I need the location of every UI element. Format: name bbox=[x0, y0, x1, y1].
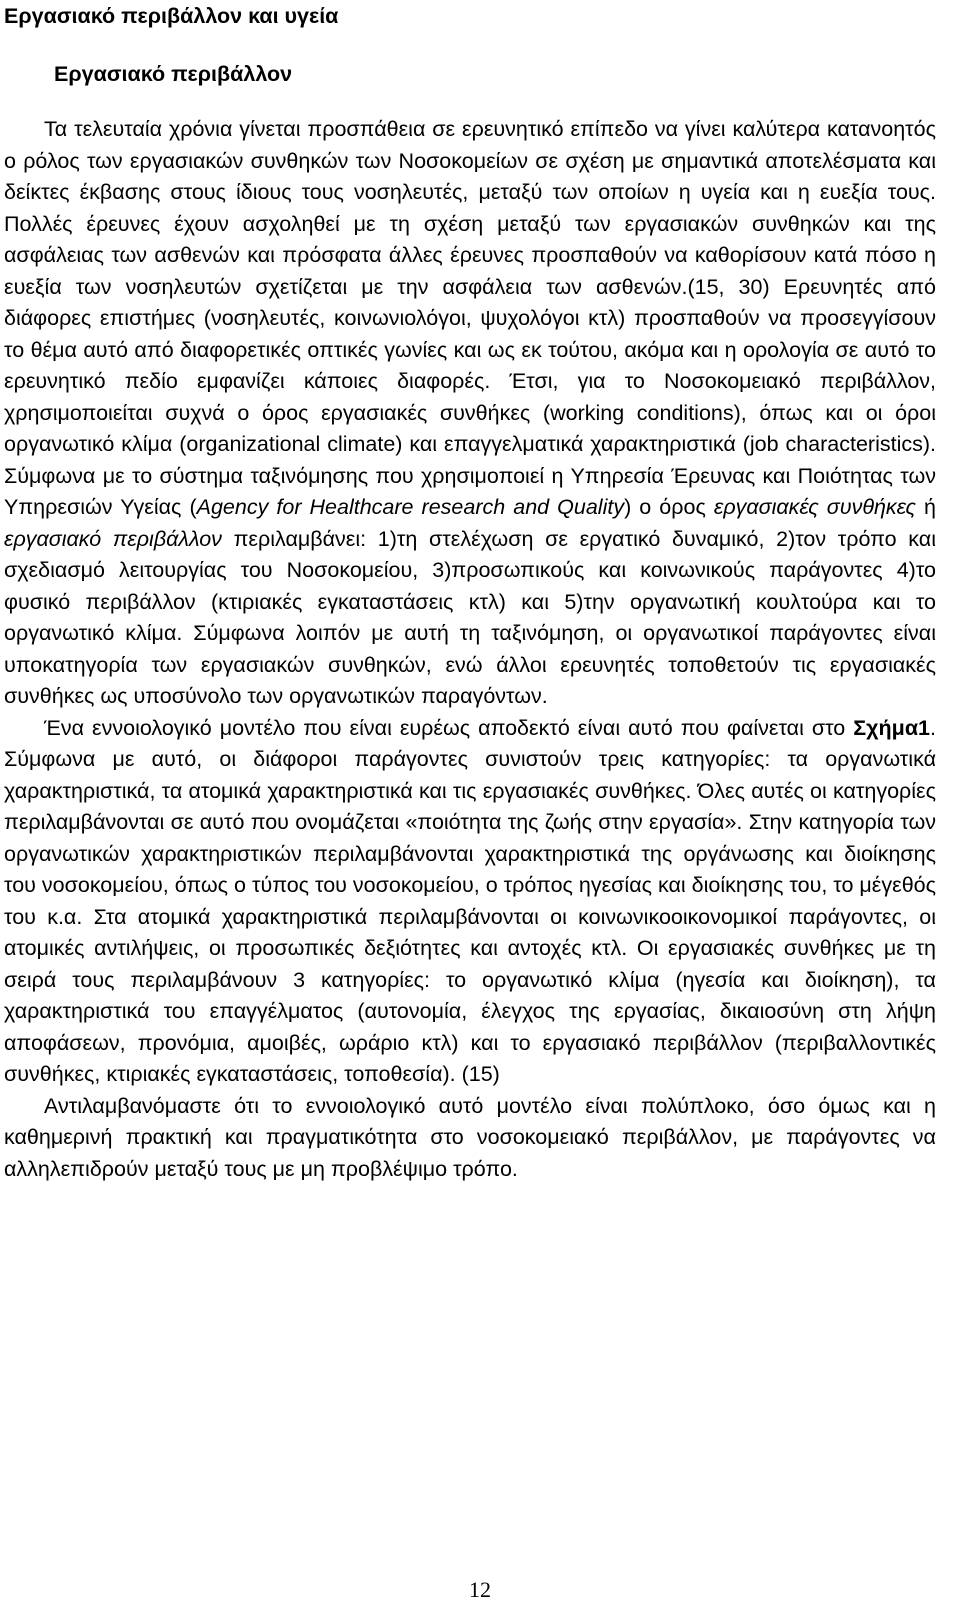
text-segment-italic: εργασιακές συνθήκες bbox=[713, 495, 916, 519]
text-segment-italic: εργασιακό περιβάλλον bbox=[4, 526, 222, 551]
text-segment: Αντιλαμβανόμαστε ότι το εννοιολογικό αυτό μοντέλο είναι πολύπλοκο, όσο όμως και η καθημερινή πρακτική και πραγματικότητα στο νοσοκομειακό περιβάλλον, με παράγοντες να αλληλεπιδρούν μεταξύ τους με μη προβλέψιμο τρόπο. bbox=[4, 1093, 936, 1181]
section-subtitle: Εργασιακό περιβάλλον bbox=[54, 62, 293, 86]
document-page bbox=[4, 0, 936, 1185]
text-segment: ) ο όρος bbox=[624, 495, 714, 519]
body-paragraph bbox=[4, 1091, 936, 1186]
text-segment: Τα τελευταία χρόνια γίνεται προσπάθεια σε ερευνητικό επίπεδο να γίνει καλύτερα κατανοητός ο ρόλος των εργασιακών συνθηκών των Νοσοκομείων σε σχέση με σημαντικά αποτελέσματα και δείκτες έκβασης στους ίδιους τους νοσηλευτές, μεταξύ των οποίων η υγεία και η ευεξία τους. Πολλές έρευνες έχουν ασχοληθεί με τη σχέση μεταξύ των εργασιακών συνθηκών και της ασφάλειας των ασθενών και πρόσφατα άλλες έρευνες προσπαθούν να καθορίσουν κατά πόσο η ευεξία των νοσηλευτών σχετίζεται με την ασφάλεια των ασθενών.(15, 30) Ερευνητές από διάφορες επιστήμες (νοσηλευτές, κοινωνιολόγοι, ψυχολόγοι κτλ) προσπαθούν να προσεγγίσουν το θέμα αυτό από διαφορετικές οπτικές γωνίες και ως εκ τούτου, ακόμα και η ορολογία σε αυτό το ερευνητικό πεδίο εμφανίζει κάποιες διαφορές. Έτσι, για το Νοσοκομειακό περιβάλλον, χρησιμοποιείται συχνά ο όρος εργασιακές συνθήκες (working conditions), όπως και οι όροι οργανωτικό κλίμα (organizational climate) και επαγγελματικά χαρακτηριστικά (job characteristics). Σύμφωνα με το σύστημα ταξινόμησης που χρησιμοποιεί η Υπηρεσία Έρευνας και Ποιότητας των Υπηρεσιών Υγείας ( bbox=[4, 117, 936, 519]
text-segment: περιλαμβάνει: 1)τη στελέχωση σε εργατικό δυναμικό, 2)τον τρόπο και σχεδιασμό λειτουργίας του Νοσοκομείου, 3)προσωπικούς και κοινωνικούς παράγοντες 4)το φυσικό περιβάλλον (κτιριακές εγκαταστάσεις κτλ) και 5)την οργανωτική κουλτούρα και το οργανωτικό κλίμα. Σύμφωνα λοιπόν με αυτή τη ταξινόμηση, οι οργανωτικοί παράγοντες είναι υποκατηγορία των εργασιακών συνθηκών, ενώ άλλοι ερευνητές τοποθετούν τις εργασιακές συνθήκες ως υποσύνολο των οργανωτικών παραγόντων. bbox=[4, 526, 936, 708]
text-segment-italic: Agency for Healthcare research and Quality bbox=[196, 495, 625, 519]
text-segment: . Σύμφωνα με αυτό, οι διάφοροι παράγοντες συνιστούν τρεις κατηγορίες: τα οργανωτικά χαρακτηριστικά, τα ατομικά χαρακτηριστικά και τις εργασιακές συνθήκες. Όλες αυτές οι κατηγορίες περιλαμβάνονται σε αυτό που ονομάζεται «ποιότητα της ζωής στην εργασία». Στην κατηγορία των οργανωτικών χαρακτηριστικών περιλαμβάνονται χαρακτηριστικά της οργάνωσης και διοίκησης του νοσοκομείου, όπως ο τύπος του νοσοκομείου, ο τρόπος ηγεσίας και διοίκησης του, το μέγεθός του κ.α. Στα ατομικά χαρακτηριστικά περιλαμβάνονται οι κοινωνικοοικονομικοί παράγοντες, οι ατομικές αντιλήψεις, οι προσωπικές δεξιότητες και αντοχές κτλ. Οι εργασιακές συνθήκες με τη σειρά τους περιλαμβάνουν 3 κατηγορίες: το οργανωτικό κλίμα (ηγεσία και διοίκηση), τα χαρακτηριστικά του επαγγέλματος (αυτονομία, έλεγχος της εργασίας, δικαιοσύνη στη λήψη αποφάσεων, προνόμια, αμοιβές, ωράριο κτλ) και το εργασιακό περιβάλλον (περιβαλλοντικές συνθήκες, κτιριακές εγκαταστάσεις, τοποθεσία). (15) bbox=[4, 715, 936, 1086]
text-segment: Ένα εννοιολογικό μοντέλο που είναι ευρέως αποδεκτό είναι αυτό που φαίνεται στο bbox=[44, 715, 854, 740]
body-paragraph bbox=[4, 713, 936, 1091]
text-segment: ή bbox=[916, 495, 937, 519]
figure-reference: Σχήμα1 bbox=[853, 715, 931, 740]
document-title: Εργασιακό περιβάλλον και υγεία bbox=[4, 4, 339, 28]
body-paragraph bbox=[4, 114, 936, 713]
page-number: 12 bbox=[469, 1577, 491, 1602]
